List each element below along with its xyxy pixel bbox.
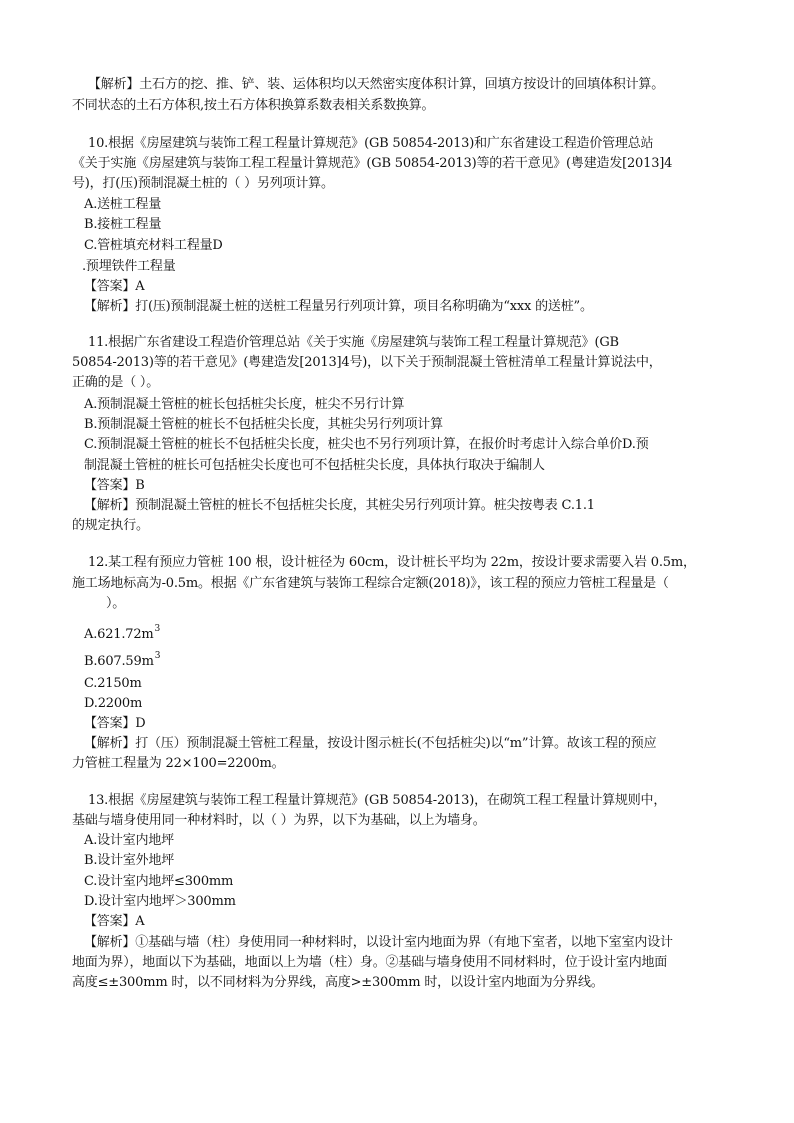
q10-stem-line-1: 10.根据《房屋建筑与装饰工程工程量计算规范》(GB 50854-2013)和广东省建设工程造价管理总站: [88, 136, 654, 151]
q13-explanation-line-3: 高度≤±300mm 时，以不同材料为分界线，高度>±300mm 时，以设计室内地面为分界线。: [72, 975, 604, 990]
q12-option-d: D.2200m: [84, 696, 143, 711]
q11-option-c: C.预制混凝土管桩的桩长不包括桩尖长度，桩尖也不另行列项计算，在报价时考虑计入综合单价D.预: [84, 437, 649, 452]
q11-option-b: B.预制混凝土管桩的桩长不包括桩尖长度，其桩尖另行列项计算: [84, 417, 443, 432]
prev-explanation-line-2: 不同状态的土石方体积,按土石方体积换算系数表相关系数换算。: [72, 98, 435, 113]
q13-option-a: A.设计室内地坪: [84, 833, 174, 848]
q10-stem-line-3: 号)，打(压)预制混凝土桩的（ ）另列项计算。: [72, 176, 334, 191]
q10-stem-line-2: 《关于实施《房屋建筑与装饰工程工程量计算规范》(GB 50854-2013)等的若干意见》(粤建造发[2013]4: [72, 156, 673, 171]
prev-explanation-line-1: 【解析】土石方的挖、推、铲、装、运体积均以天然密实度体积计算，回填方按设计的回填体积计算。: [88, 77, 665, 92]
q11-answer: 【答案】B: [84, 478, 145, 493]
q11-explanation-line-2: 的规定执行。: [72, 518, 149, 533]
q12-option-b-superscript: 3: [154, 651, 161, 661]
q13-answer: 【答案】A: [84, 914, 145, 929]
q10-explanation: 【解析】打(压)预制混凝土桩的送桩工程量另行列项计算，项目名称明确为“xxx 的送桩”。: [84, 299, 593, 314]
q11-stem-line-2: 50854-2013)等的若干意见》(粤建造发[2013]4号)，以下关于预制混凝土管桩清单工程量计算说法中，: [72, 355, 662, 370]
q12-stem-line-3: ）。: [106, 596, 126, 611]
q10-option-a: A.送桩工程量: [84, 197, 162, 212]
q11-option-a: A.预制混凝土管桩的桩长包括桩尖长度，桩尖不另行计算: [84, 397, 405, 412]
q12-explanation-line-1: 【解析】打（压）预制混凝土管桩工程量，按设计图示桩长(不包括桩尖)以“m”计算。故该工程的预应: [84, 736, 657, 751]
q10-option-d: .预埋铁件工程量: [82, 259, 176, 274]
q11-stem-line-1: 11.根据广东省建设工程造价管理总站《关于实施《房屋建筑与装饰工程工程量计算规范》(GB: [88, 335, 619, 350]
q12-option-c: C.2150m: [84, 676, 142, 691]
q12-answer: 【答案】D: [84, 716, 146, 731]
q13-explanation-line-1: 【解析】①基础与墙（柱）身使用同一种材料时，以设计室内地面为界（有地下室者，以地下室室内设计: [84, 935, 673, 950]
q12-option-b-text: B.607.59m: [84, 654, 154, 669]
q13-option-b: B.设计室外地坪: [84, 853, 175, 868]
q12-option-a-text: A.621.72m: [84, 627, 154, 642]
q13-option-c: C.设计室内地坪≤300mm: [84, 874, 234, 889]
q10-option-b: B.接桩工程量: [84, 217, 162, 232]
q12-explanation-line-2: 力管桩工程量为 22×100=2200m。: [72, 756, 285, 771]
q13-stem-line-1: 13.根据《房屋建筑与装饰工程工程量计算规范》(GB 50854-2013)，在砌筑工程工程量计算规则中，: [88, 793, 667, 808]
q12-option-a-superscript: 3: [154, 624, 161, 634]
q12-stem-line-1: 12.某工程有预应力管桩 100 根，设计桩径为 60cm，设计桩长平均为 22m，按设计要求需要入岩 0.5m，: [88, 555, 696, 570]
q11-option-d: 制混凝土管桩的桩长可包括桩尖长度也可不包括桩尖长度，具体执行取决于编制人: [84, 458, 545, 473]
q12-option-b: [84, 653, 160, 670]
q13-explanation-line-2: 地面为界），地面以下为基础，地面以上为墙（柱）身。②基础与墙身使用不同材料时，位于设计室内地面: [72, 955, 668, 970]
q11-explanation-line-1: 【解析】预制混凝土管桩的桩长不包括桩尖长度，其桩尖另行列项计算。桩尖按粤表 C.1.1: [84, 498, 595, 513]
q13-option-d: D.设计室内地坪＞300mm: [84, 894, 236, 909]
q13-stem-line-2: 基础与墙身使用同一种材料时，以（ ）为界，以下为基础，以上为墙身。: [72, 813, 486, 828]
q11-stem-line-3: 正确的是（ ）。: [72, 375, 160, 390]
q12-option-a: [84, 626, 160, 643]
q12-stem-line-2: 施工场地标高为-0.5m。根据《广东省建筑与装饰工程综合定额(2018)》，该工程的预应力管桩工程量是（: [72, 576, 669, 591]
q10-option-c: C.管桩填充材料工程量D: [84, 238, 223, 253]
q10-answer: 【答案】A: [84, 279, 145, 294]
